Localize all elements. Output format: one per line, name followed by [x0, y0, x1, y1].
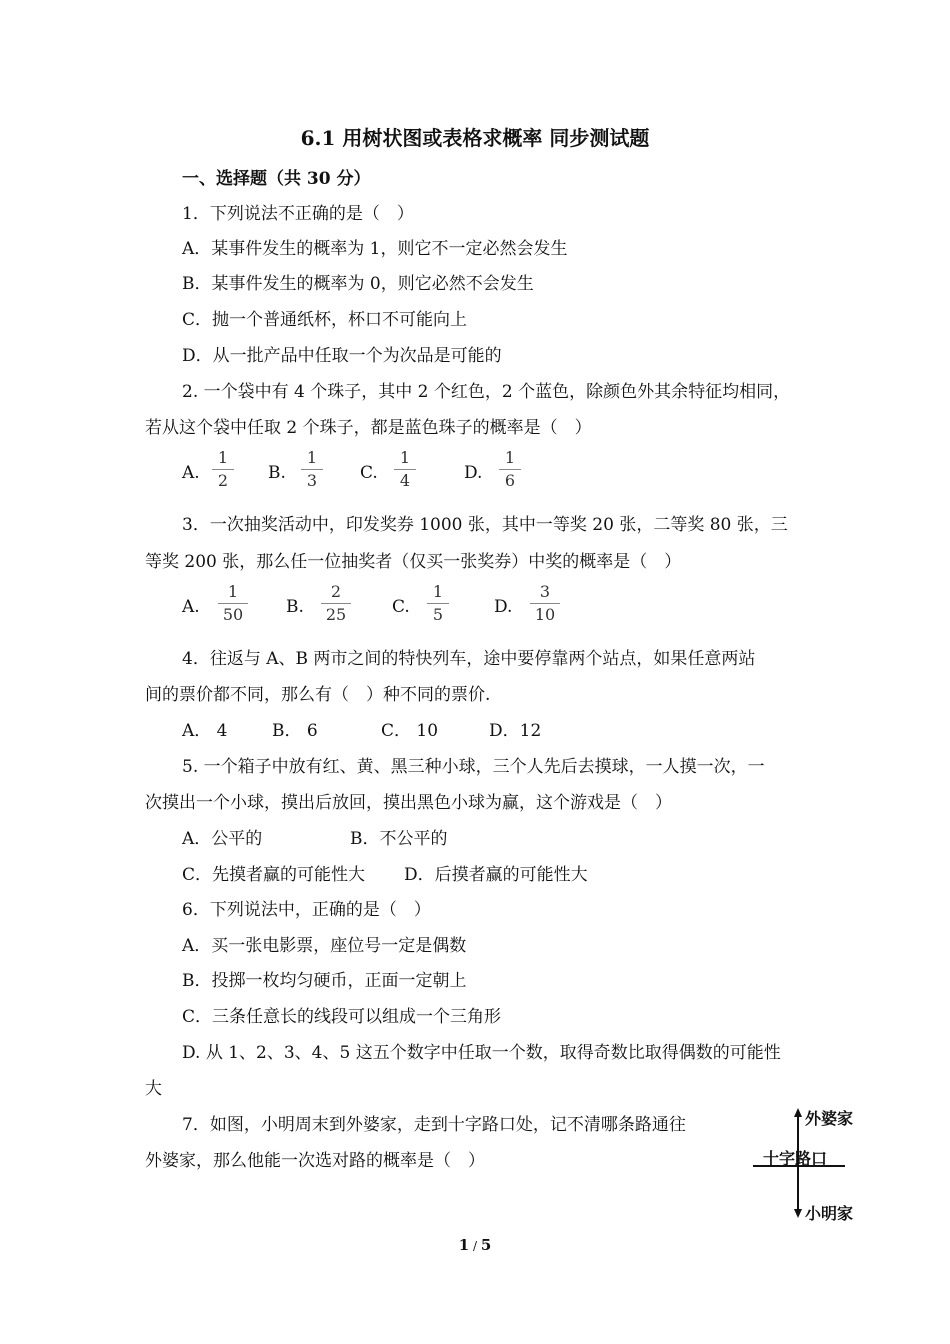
- q2-option-a-denominator: 2: [217, 471, 229, 490]
- q1-stem: 1．下列说法不正确的是（ ）: [182, 204, 414, 224]
- q4-stem-line2: 间的票价都不同，那么有（ ）种不同的票价.: [145, 685, 491, 705]
- q2-option-d-label: D.: [464, 463, 483, 483]
- document-title: 6.1 用树状图或表格求概率 同步测试题: [300, 126, 650, 150]
- q2-option-d-fraction: [499, 448, 521, 491]
- q5-option-d: D．后摸者赢的可能性大: [404, 865, 588, 885]
- arrow-up-icon: [794, 1108, 802, 1117]
- fraction-bar: [394, 469, 416, 470]
- arrow-down-icon: [794, 1209, 802, 1218]
- q5-options-row2: [0, 860, 950, 884]
- q5-option-a: A．公平的: [182, 829, 263, 849]
- crossroads-figure: [745, 1100, 875, 1230]
- fraction-bar: [530, 603, 560, 604]
- q1-option-d: D．从一批产品中任取一个为次品是可能的: [182, 346, 502, 366]
- q3-option-d-fraction: [530, 582, 560, 625]
- q4-option-c: C． 10: [381, 721, 439, 741]
- fraction-bar: [499, 469, 521, 470]
- q5-stem-line1: 5. 一个箱子中放有红、黄、黑三种小球，三个人先后去摸球，一人摸一次，一: [182, 757, 765, 777]
- q4-stem-line1: 4．往返与 A、B 两市之间的特快列车，途中要停靠两个站点，如果任意两站: [182, 649, 756, 669]
- q3-option-a-fraction: [218, 582, 248, 625]
- q6-option-a: A．买一张电影票，座位号一定是偶数: [182, 936, 467, 956]
- fraction-bar: [321, 603, 351, 604]
- q3-stem-line2: 等奖 200 张，那么任一位抽奖者（仅买一张奖券）中奖的概率是（ ）: [145, 552, 682, 572]
- q3-option-d-denominator: 10: [534, 605, 556, 624]
- page-total: 5: [480, 1236, 492, 1254]
- crossroad-label: 十字路口: [763, 1149, 828, 1168]
- q2-options: [0, 448, 950, 500]
- q2-option-a-fraction: [212, 448, 234, 491]
- q2-option-b-denominator: 3: [306, 471, 318, 490]
- q6-option-b: B．投掷一枚均匀硬币，正面一定朝上: [182, 971, 467, 991]
- q3-option-b-fraction: [321, 582, 351, 625]
- q6-option-d-line1: D. 从 1、2、3、4、5 这五个数字中任取一个数，取得奇数比取得偶数的可能性: [182, 1043, 781, 1063]
- q6-option-c: C．三条任意长的线段可以组成一个三角形: [182, 1007, 502, 1027]
- page-current: 1: [458, 1236, 470, 1254]
- q4-options: [0, 716, 950, 740]
- fraction-bar: [212, 469, 234, 470]
- q2-option-b-numerator: 1: [306, 448, 318, 467]
- q2-stem-line1: 2. 一个袋中有 4 个珠子，其中 2 个红色，2 个蓝色，除颜色外其余特征均相同，: [182, 382, 791, 402]
- page-separator: /: [469, 1239, 481, 1253]
- q2-option-d-denominator: 6: [504, 471, 516, 490]
- fraction-bar: [218, 603, 248, 604]
- page-number: [0, 1236, 950, 1254]
- section-heading: 一、选择题（共 30 分）: [182, 169, 371, 189]
- q7-stem-line2: 外婆家，那么他能一次选对路的概率是（ ）: [145, 1151, 485, 1171]
- q5-option-c: C．先摸者赢的可能性大: [182, 865, 366, 885]
- q2-option-b-label: B.: [268, 463, 286, 483]
- q2-option-b-fraction: [301, 448, 323, 491]
- q3-option-d-label: D.: [494, 597, 513, 617]
- q6-stem: 6．下列说法中，正确的是（ ）: [182, 900, 431, 920]
- q2-option-a-numerator: 1: [217, 448, 229, 467]
- q5-option-b: B．不公平的: [350, 829, 448, 849]
- q3-stem-line1: 3．一次抽奖活动中，印发奖券 1000 张，其中一等奖 20 张，二等奖 80 张，三: [182, 515, 788, 535]
- q3-option-b-numerator: 2: [330, 582, 342, 601]
- grandma-home-label: 外婆家: [805, 1109, 854, 1128]
- q4-option-d: D．12: [489, 721, 542, 741]
- q2-option-c-numerator: 1: [399, 448, 411, 467]
- q5-options-row1: [0, 824, 950, 848]
- fraction-bar: [301, 469, 323, 470]
- q3-option-a-label: A.: [182, 597, 200, 617]
- q3-option-d-numerator: 3: [539, 582, 551, 601]
- q2-option-c-denominator: 4: [399, 471, 411, 490]
- q2-option-d-numerator: 1: [504, 448, 516, 467]
- q3-option-c-numerator: 1: [432, 582, 444, 601]
- q2-option-c-label: C.: [360, 463, 378, 483]
- q4-option-b: B． 6: [272, 721, 318, 741]
- q3-option-a-denominator: 50: [222, 605, 244, 624]
- q2-option-a-label: A.: [182, 463, 200, 483]
- q3-option-c-label: C.: [392, 597, 410, 617]
- q2-option-c-fraction: [394, 448, 416, 491]
- q6-option-d-line2: 大: [145, 1079, 162, 1099]
- q5-stem-line2: 次摸出一个小球，摸出后放回，摸出黑色小球为赢，这个游戏是（ ）: [145, 793, 672, 813]
- q3-option-b-label: B.: [286, 597, 304, 617]
- q7-stem-line1: 7．如图，小明周末到外婆家，走到十字路口处，记不清哪条路通往: [182, 1115, 686, 1135]
- q3-options: [0, 582, 950, 634]
- q1-option-c: C．抛一个普通纸杯，杯口不可能向上: [182, 310, 468, 330]
- q3-option-c-fraction: [427, 582, 449, 625]
- q1-option-b: B．某事件发生的概率为 0，则它必然不会发生: [182, 274, 534, 294]
- q3-option-c-denominator: 5: [432, 605, 444, 624]
- fraction-bar: [427, 603, 449, 604]
- q1-option-a: A．某事件发生的概率为 1，则它不一定必然会发生: [182, 239, 568, 259]
- q3-option-a-numerator: 1: [227, 582, 239, 601]
- q3-option-b-denominator: 25: [325, 605, 347, 624]
- q2-stem-line2: 若从这个袋中任取 2 个珠子，都是蓝色珠子的概率是（ ）: [145, 418, 592, 438]
- q4-option-a: A． 4: [182, 721, 228, 741]
- xiaoming-home-label: 小明家: [805, 1204, 854, 1223]
